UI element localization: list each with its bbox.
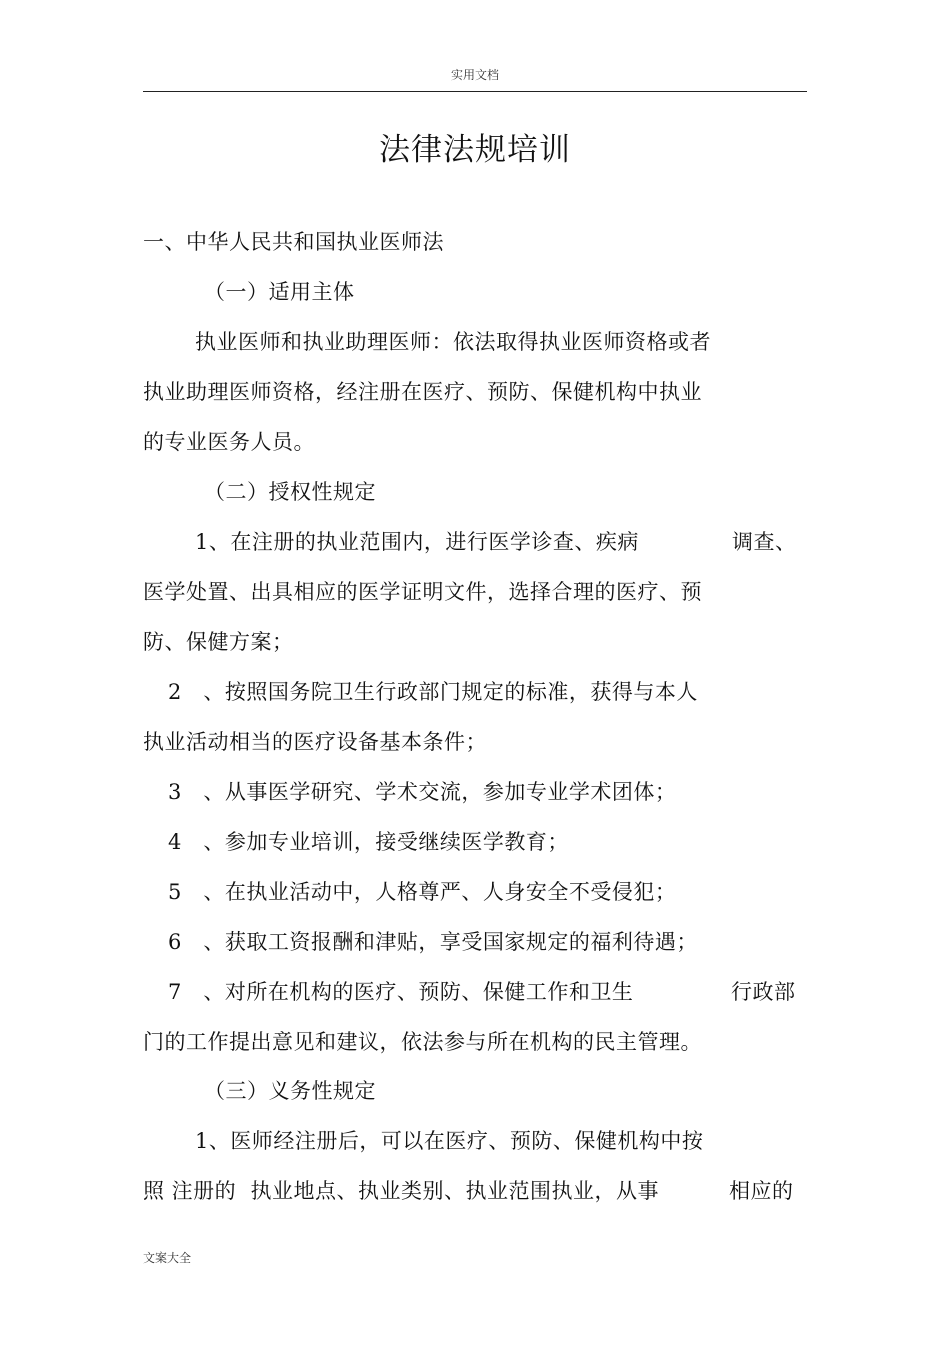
document-title: 法律法规培训 xyxy=(379,132,571,168)
list-item-line: 2 、按照国务院卫生行政部门规定的标准，获得与本人 xyxy=(168,680,698,704)
list-item-line: 执业活动相当的医疗设备基本条件； xyxy=(143,730,487,754)
list-item-line: 3 、从事医学研究、学术交流，参加专业学术团体； xyxy=(168,780,677,804)
list-item-line: 门的工作提出意见和建议，依法参与所在机构的民主管理。 xyxy=(143,1030,702,1054)
list-item-line: 7 、对所在机构的医疗、预防、保健工作和卫生 xyxy=(168,980,634,1004)
list-item-line: 防、保健方案； xyxy=(143,630,294,654)
paragraph-line: 执业助理医师资格，经注册在医疗、预防、保健机构中执业 xyxy=(143,380,702,404)
section-heading: 一、中华人民共和国执业医师法 xyxy=(143,230,444,254)
list-item-line: 照 注册的 执业地点、执业类别、执业范围执业，从事 xyxy=(143,1179,660,1203)
subsection-heading: （二）授权性规定 xyxy=(204,480,376,504)
paragraph-line: 执业医师和执业助理医师：依法取得执业医师资格或者 xyxy=(195,330,711,354)
header-divider xyxy=(143,91,807,92)
subsection-heading: （一）适用主体 xyxy=(204,280,355,304)
list-item-line: 4 、参加专业培训，接受继续医学教育； xyxy=(168,830,569,854)
page-footer: 文案大全 xyxy=(143,1251,192,1265)
paragraph-line: 的专业医务人员。 xyxy=(143,430,315,454)
list-item-line: 医学处置、出具相应的医学证明文件，选择合理的医疗、预 xyxy=(143,580,702,604)
list-item-line: 相应的 xyxy=(729,1179,794,1203)
list-item-line: 1、在注册的执业范围内，进行医学诊查、疾病 xyxy=(195,530,639,554)
list-item-line: 5 、在执业活动中，人格尊严、人身安全不受侵犯； xyxy=(168,880,677,904)
subsection-heading: （三）义务性规定 xyxy=(204,1079,376,1103)
page-header: 实用文档 xyxy=(450,68,499,82)
list-item-line: 6 、获取工资报酬和津贴，享受国家规定的福利待遇； xyxy=(168,930,698,954)
list-item-line: 1、医师经注册后，可以在医疗、预防、保健机构中按 xyxy=(195,1129,704,1153)
list-item-line: 调查、 xyxy=(732,530,797,554)
list-item-line: 行政部 xyxy=(731,980,796,1004)
